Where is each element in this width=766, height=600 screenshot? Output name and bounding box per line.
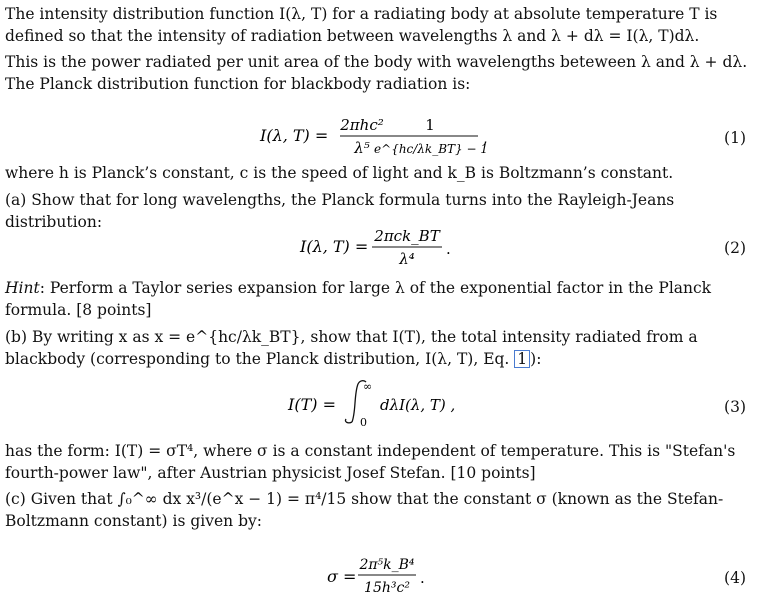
- equation-1-svg: [0, 108, 766, 168]
- eq1-den1: λ⁵: [354, 139, 370, 157]
- equation-number-2: (2): [724, 239, 746, 257]
- eq3-integrand: dλI(λ, T) ,: [380, 396, 456, 414]
- paragraph-text: (c) Given that ∫₀^∞ dx x³/(e^x − 1) = π⁴/15 show that the constant σ (known as the Stefan-Boltzmann constant) is given by:: [5, 490, 724, 530]
- equation-2-svg: [0, 220, 766, 280]
- paragraph-hint: [5, 277, 757, 321]
- equation-1: [0, 108, 766, 168]
- equation-3-svg: [0, 376, 766, 436]
- equation-3: [0, 376, 766, 436]
- eq2-num: 2πck_BT: [374, 227, 440, 245]
- eq1-tail: ,: [483, 129, 488, 147]
- eq1-den2: e^{hc/λk_BT} − 1: [374, 142, 488, 156]
- equation-number-4: (4): [724, 569, 746, 587]
- equation-reference-link[interactable]: 1: [514, 350, 530, 368]
- eq1-num1: 2πhc²: [340, 116, 384, 134]
- eq3-lower-limit: 0: [360, 416, 367, 429]
- equation-2: [0, 220, 766, 280]
- paragraph-text: : Perform a Taylor series expansion for large λ of the exponential factor in the Planck formula. [8 points]: [5, 279, 712, 319]
- paragraph-planck-intro: [5, 51, 757, 95]
- eq3-upper-limit: ∞: [363, 380, 373, 393]
- paragraph-text: where h is Planck’s constant, c is the speed of light and k_B is Boltzmann’s constant.: [5, 164, 674, 182]
- hint-label: Hint: [5, 279, 40, 297]
- eq2-tail: .: [446, 240, 451, 258]
- paragraph-text: has the form: I(T) = σT⁴, where σ is a constant independent of temperature. This is "Stefan's fourth-power law", after Austrian physicist Josef Stefan. [10 points]: [5, 442, 736, 482]
- eq1-lhs: I(λ, T) =: [260, 126, 329, 145]
- eq3-lhs: I(T) =: [288, 395, 336, 414]
- paragraph-stefan-law: [5, 440, 757, 484]
- eq4-den: 15h³c²: [364, 580, 410, 596]
- eq1-num2: 1: [425, 116, 435, 134]
- paragraph-intensity-definition: [5, 3, 757, 47]
- eq2-lhs: I(λ, T) =: [300, 237, 369, 256]
- eq4-lhs: σ =: [327, 567, 357, 586]
- eq4-num: 2π⁵k_B⁴: [359, 557, 415, 573]
- paragraph-constants: [5, 162, 757, 184]
- paragraph-text: The intensity distribution function I(λ, T) for a radiating body at absolute temperature T is defined so that the intensity of radiation between wavelengths λ and λ + dλ = I(λ, T)dλ.: [5, 5, 718, 45]
- eq4-tail: .: [420, 569, 425, 587]
- paragraph-text-end: ):: [530, 350, 542, 368]
- paragraph-text: (b) By writing x as x = e^{hc/λk_BT}, show that I(T), the total intensity radiated from a blackbody (corresponding to the Planck distribution, I(λ, T), Eq.: [5, 328, 698, 368]
- paragraph-part-b: [5, 326, 757, 370]
- equation-number-3: (3): [724, 398, 746, 416]
- eq2-den: λ⁴: [399, 250, 415, 268]
- paragraph-text: This is the power radiated per unit area of the body with wavelengths beteween λ and λ + dλ. The Planck distribution function for blackbody radiation is:: [5, 53, 748, 93]
- equation-4-svg: [0, 545, 766, 600]
- paragraph-part-c: [5, 488, 757, 532]
- equation-4: [0, 545, 766, 600]
- equation-number-1: (1): [724, 129, 746, 147]
- paragraph-text: (a) Show that for long wavelengths, the Planck formula turns into the Rayleigh-Jeans distribution:: [5, 191, 675, 231]
